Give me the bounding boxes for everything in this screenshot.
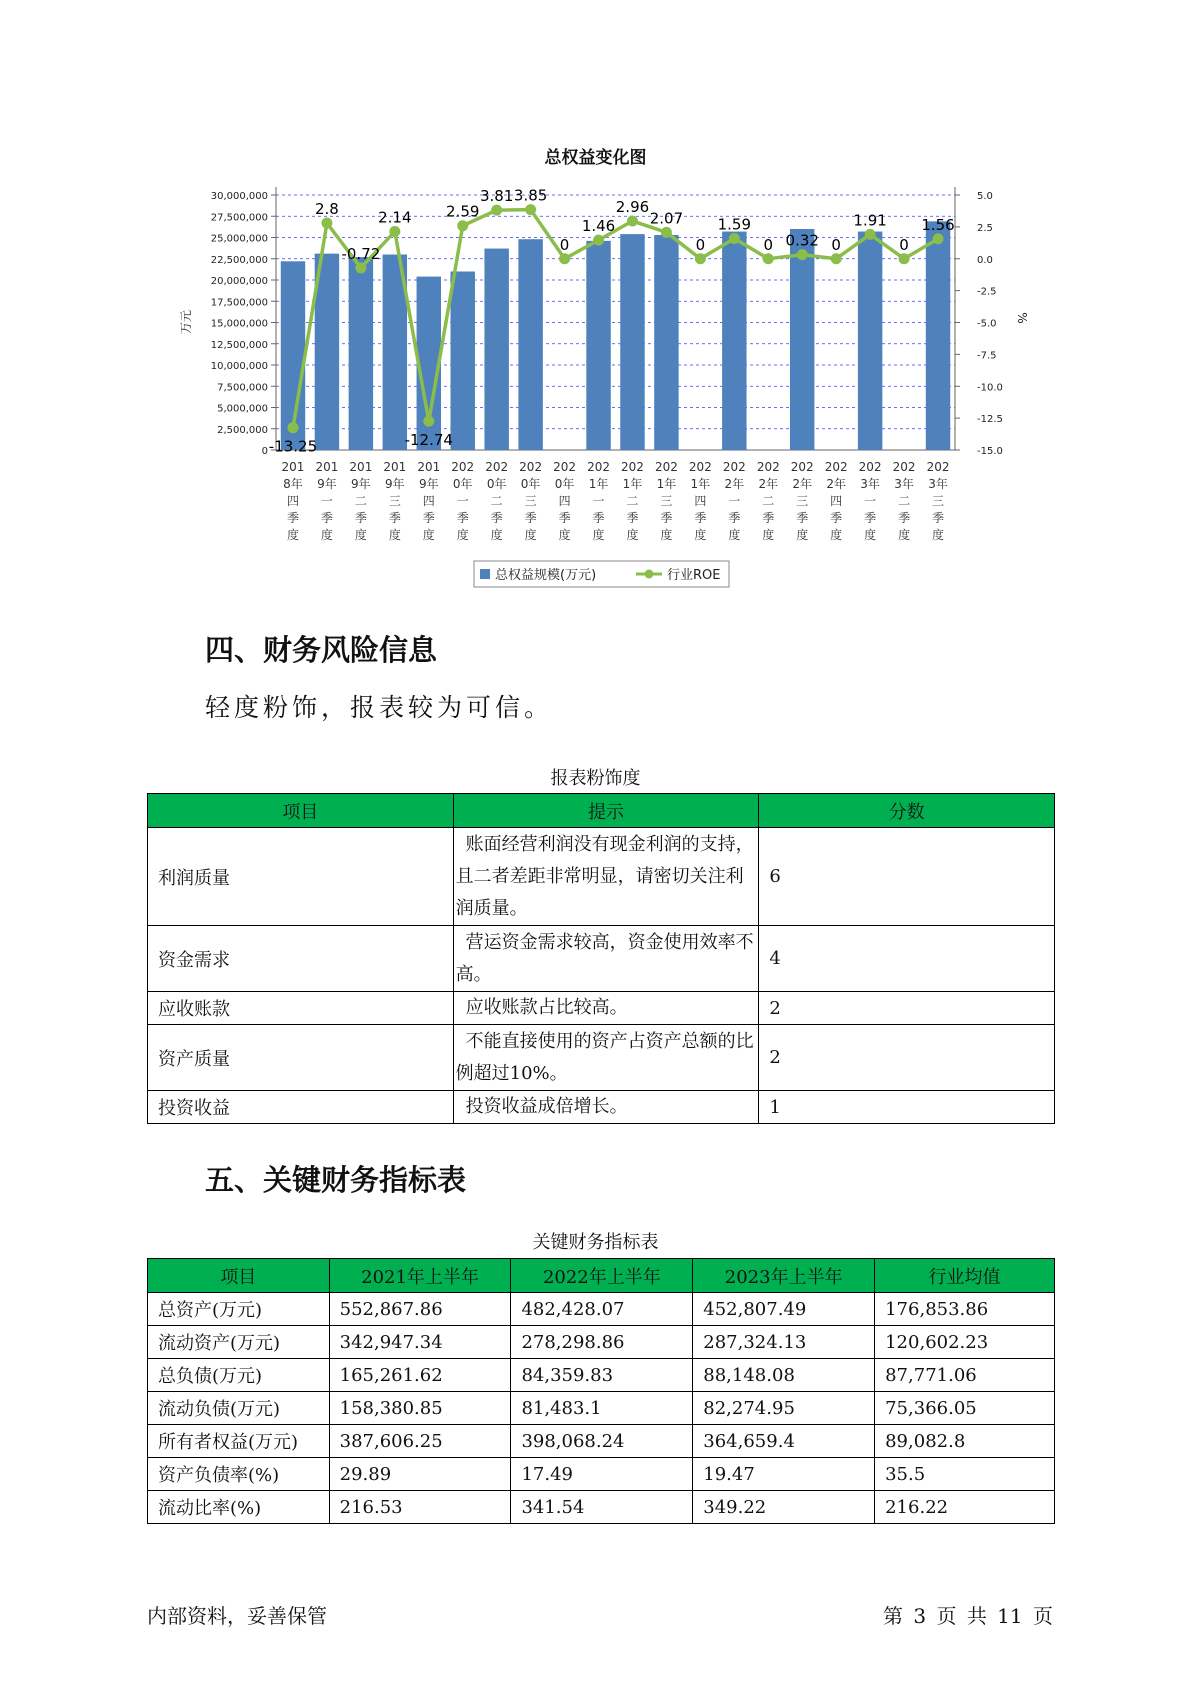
table-row	[148, 1091, 1055, 1124]
risk-tip: 账面经营利润没有现金利润的支持，且二者差距非常明显，请密切关注利润质量。	[453, 828, 759, 926]
equity-bar	[858, 232, 882, 450]
equity-bar	[654, 235, 678, 450]
y-left-tick-label: 25,000,000	[210, 233, 268, 245]
y-left-tick-label: 5,000,000	[217, 403, 268, 415]
y-left-tick-label: 27,500,000	[210, 212, 268, 224]
roe-point	[865, 229, 876, 240]
risk-score: 1	[759, 1091, 1055, 1124]
x-tick-label: 201 9年一季度	[315, 460, 339, 542]
kpi-value: 552,867.86	[329, 1293, 511, 1326]
kpi-item: 总负债(万元)	[148, 1359, 330, 1392]
x-tick-label: 202 2年四季度	[824, 460, 848, 542]
y-right-tick-label: -10.0	[977, 382, 1003, 394]
kpi-value: 165,261.62	[329, 1359, 511, 1392]
equity-bar	[484, 249, 508, 450]
kpi-value: 287,324.13	[693, 1326, 875, 1359]
kpi-value: 19.47	[693, 1458, 875, 1491]
equity-bar	[790, 229, 814, 450]
risk-item: 资金需求	[148, 926, 454, 992]
y-left-tick-label: 2,500,000	[217, 424, 268, 436]
kpi-value: 278,298.86	[511, 1326, 693, 1359]
risk-table	[147, 793, 1055, 1124]
header-cell: 2023年上半年	[693, 1259, 875, 1293]
y-right-tick-label: 0.0	[977, 254, 993, 266]
y-left-tick-label: 30,000,000	[210, 191, 268, 202]
kpi-item: 总资产(万元)	[148, 1293, 330, 1326]
risk-item: 利润质量	[148, 828, 454, 926]
x-tick-label: 202 2年二季度	[756, 460, 780, 542]
risk-table-header	[148, 794, 1055, 828]
kpi-value: 482,428.07	[511, 1293, 693, 1326]
roe-point	[763, 253, 774, 264]
roe-data-label: 0	[831, 235, 841, 254]
table-row	[148, 1293, 1055, 1326]
x-tick-label: 202 3年三季度	[926, 460, 950, 542]
roe-data-label: 3.81	[479, 187, 514, 206]
x-tick-label: 202 2年三季度	[790, 460, 814, 542]
roe-point	[287, 422, 298, 433]
roe-point	[831, 253, 842, 264]
equity-bar	[451, 272, 475, 451]
roe-data-label: 0	[763, 235, 774, 254]
roe-data-label: 2.96	[615, 198, 650, 217]
roe-data-label: 0	[695, 235, 706, 254]
kpi-value: 176,853.86	[875, 1293, 1055, 1326]
kpi-item: 流动负债(万元)	[148, 1392, 330, 1425]
kpi-value: 120,602.23	[875, 1326, 1055, 1359]
table-row	[148, 1392, 1055, 1425]
y-right-tick-label: -2.5	[977, 286, 997, 298]
roe-data-label: 0.32	[785, 231, 819, 250]
roe-point	[933, 233, 944, 244]
x-tick-label: 202 3年一季度	[858, 460, 882, 542]
risk-tip: 投资收益成倍增长。	[453, 1091, 759, 1124]
roe-point	[321, 218, 332, 229]
table-row	[148, 992, 1055, 1025]
y-right-tick-label: -5.0	[977, 318, 997, 330]
equity-chart-svg	[0, 0, 1191, 600]
risk-table-caption: 报表粉饰度	[550, 768, 641, 789]
roe-point	[491, 205, 502, 216]
x-tick-label: 202 1年四季度	[688, 460, 712, 542]
equity-bar	[349, 257, 373, 450]
kpi-value: 398,068.24	[511, 1425, 693, 1458]
kpi-item: 资产负债率(%)	[148, 1458, 330, 1491]
y-left-tick-label: 10,000,000	[210, 361, 268, 372]
equity-bar	[722, 232, 746, 450]
y-right-axis-title: %	[1015, 312, 1029, 324]
kpi-table-caption: 关键财务指标表	[532, 1232, 659, 1253]
equity-bar	[586, 241, 610, 450]
kpi-value: 216.53	[329, 1491, 511, 1524]
equity-chart	[0, 0, 1191, 600]
kpi-item: 流动比率(%)	[148, 1491, 330, 1524]
table-row	[148, 1326, 1055, 1359]
header-cell: 行业均值	[875, 1259, 1055, 1293]
roe-data-label: 1.91	[853, 211, 887, 230]
risk-item: 应收账款	[148, 992, 454, 1025]
kpi-value: 87,771.06	[875, 1359, 1055, 1392]
roe-data-label: -12.74	[404, 431, 453, 450]
table-row	[148, 1425, 1055, 1458]
roe-point	[355, 262, 366, 273]
header-cell: 2022年上半年	[511, 1259, 693, 1293]
roe-point	[695, 253, 706, 264]
y-right-tick-label: -15.0	[977, 446, 1003, 457]
roe-point	[389, 226, 400, 237]
kpi-value: 216.22	[875, 1491, 1055, 1524]
roe-point	[423, 416, 434, 427]
y-right-tick-label: -12.5	[977, 414, 1003, 426]
footer-confidential: 内部资料，妥善保管	[147, 1604, 327, 1628]
x-tick-label: 201 9年四季度	[417, 460, 441, 542]
roe-data-label: -13.25	[268, 437, 318, 456]
header-cell: 提示	[453, 794, 759, 828]
y-left-tick-label: 7,500,000	[217, 382, 268, 394]
risk-summary: 轻度粉饰，报表较为可信。	[205, 693, 554, 722]
header-cell: 2021年上半年	[329, 1259, 511, 1293]
kpi-value: 75,366.05	[875, 1392, 1055, 1425]
roe-data-label: 3.85	[513, 186, 548, 205]
risk-tip: 营运资金需求较高，资金使用效率不高。	[453, 926, 759, 992]
roe-data-label: 2.59	[446, 202, 480, 221]
x-tick-label: 202 1年一季度	[587, 460, 610, 542]
legend-line-label: 行业ROE	[667, 568, 721, 583]
kpi-value: 342,947.34	[329, 1326, 511, 1359]
legend-bar-swatch	[480, 569, 490, 579]
equity-bar	[926, 221, 950, 450]
table-row	[148, 828, 1055, 926]
kpi-value: 29.89	[329, 1458, 511, 1491]
roe-point	[525, 204, 536, 215]
kpi-value: 35.5	[875, 1458, 1055, 1491]
kpi-table	[147, 1258, 1055, 1524]
table-row	[148, 1025, 1055, 1091]
header-cell: 分数	[759, 794, 1055, 828]
kpi-value: 364,659.4	[693, 1425, 875, 1458]
roe-data-label: 1.46	[581, 217, 616, 236]
y-right-tick-label: 2.5	[977, 222, 993, 234]
equity-bar	[620, 234, 644, 450]
y-left-tick-label: 0	[261, 446, 268, 457]
equity-bar	[518, 239, 542, 450]
roe-point	[457, 220, 468, 231]
x-tick-label: 202 2年一季度	[722, 460, 746, 542]
roe-data-label: 2.8	[314, 200, 339, 219]
x-tick-label: 201 8年四季度	[281, 460, 305, 542]
roe-data-label: 2.07	[649, 209, 684, 228]
table-row	[148, 926, 1055, 992]
x-tick-label: 202 0年四季度	[553, 460, 577, 542]
table-row	[148, 1359, 1055, 1392]
table-row	[148, 1491, 1055, 1524]
kpi-value: 82,274.95	[693, 1392, 875, 1425]
roe-point	[593, 235, 604, 246]
risk-tip: 应收账款占比较高。	[453, 992, 759, 1025]
roe-data-label: -0.72	[341, 244, 381, 263]
legend-line-marker	[645, 570, 654, 579]
kpi-value: 349.22	[693, 1491, 875, 1524]
roe-point	[797, 249, 808, 260]
roe-data-label: 1.59	[717, 215, 752, 234]
y-left-tick-label: 17,500,000	[210, 297, 268, 309]
kpi-value: 81,483.1	[511, 1392, 693, 1425]
x-tick-label: 201 9年二季度	[349, 460, 373, 542]
roe-data-label: 1.56	[921, 215, 955, 234]
kpi-table-header	[148, 1259, 1055, 1293]
risk-tip: 不能直接使用的资产占资产总额的比例超过10%。	[453, 1025, 759, 1091]
kpi-value: 158,380.85	[329, 1392, 511, 1425]
y-left-tick-label: 20,000,000	[210, 276, 268, 287]
roe-point	[627, 216, 638, 227]
roe-point	[899, 253, 910, 264]
risk-item: 投资收益	[148, 1091, 454, 1124]
x-tick-label: 202 3年二季度	[892, 460, 916, 542]
kpi-value: 89,082.8	[875, 1425, 1055, 1458]
x-tick-label: 202 1年三季度	[654, 460, 678, 542]
y-left-tick-label: 22,500,000	[210, 254, 268, 266]
kpi-value: 452,807.49	[693, 1293, 875, 1326]
section5-heading: 五、关键财务指标表	[205, 1163, 467, 1197]
chart-title: 总权益变化图	[544, 148, 647, 168]
kpi-value: 387,606.25	[329, 1425, 511, 1458]
kpi-item: 所有者权益(万元)	[148, 1425, 330, 1458]
x-tick-label: 201 9年三季度	[383, 460, 407, 542]
x-tick-label: 202 0年三季度	[519, 460, 543, 542]
x-tick-label: 202 0年二季度	[485, 460, 509, 542]
risk-item: 资产质量	[148, 1025, 454, 1091]
roe-point	[729, 233, 740, 244]
y-right-tick-label: -7.5	[977, 350, 997, 362]
kpi-item: 流动资产(万元)	[148, 1326, 330, 1359]
footer-page-number: 第 3 页 共 11 页	[883, 1604, 1053, 1628]
header-cell: 项目	[148, 794, 454, 828]
x-tick-label: 202 0年一季度	[451, 460, 475, 542]
risk-score: 2	[759, 1025, 1055, 1091]
kpi-value: 88,148.08	[693, 1359, 875, 1392]
roe-data-label: 2.14	[378, 208, 412, 227]
risk-score: 4	[759, 926, 1055, 992]
y-left-tick-label: 15,000,000	[210, 318, 268, 330]
table-row	[148, 1458, 1055, 1491]
section4-heading: 四、财务风险信息	[205, 633, 438, 667]
roe-point	[661, 227, 672, 238]
header-cell: 项目	[148, 1259, 330, 1293]
legend-bar-label: 总权益规模(万元)	[495, 568, 597, 583]
roe-point	[559, 253, 570, 264]
y-right-tick-label: 5.0	[977, 191, 993, 202]
x-tick-label: 202 1年二季度	[621, 460, 644, 542]
risk-score: 6	[759, 828, 1055, 926]
risk-score: 2	[759, 992, 1055, 1025]
kpi-value: 17.49	[511, 1458, 693, 1491]
kpi-value: 84,359.83	[511, 1359, 693, 1392]
kpi-value: 341.54	[511, 1491, 693, 1524]
roe-data-label: 0	[559, 235, 570, 254]
roe-data-label: 0	[899, 235, 909, 254]
y-left-tick-label: 12,500,000	[210, 339, 268, 351]
y-left-axis-title: 万元	[179, 309, 193, 335]
